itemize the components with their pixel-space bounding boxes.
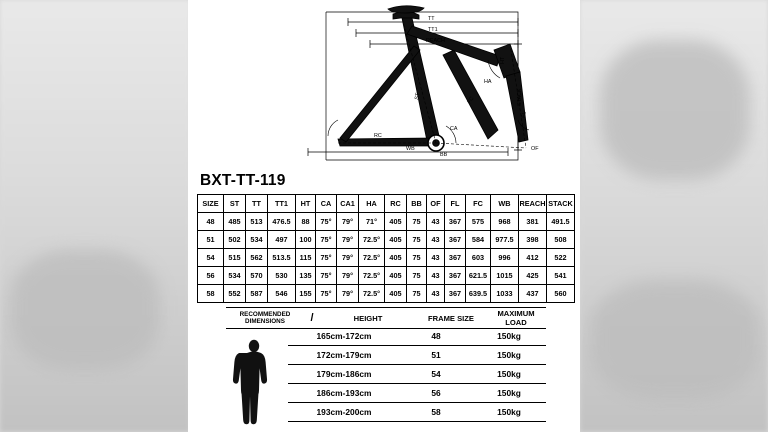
geo-cell-st: 515 [224, 249, 246, 267]
background-blob-1 [10, 250, 160, 370]
geo-cell-st: 485 [224, 213, 246, 231]
st-label: ST [414, 92, 422, 101]
geo-cell-stack: 541 [547, 267, 575, 285]
geo-cell-reach: 437 [519, 285, 547, 303]
geo-cell-st: 552 [224, 285, 246, 303]
geo-col-tt: TT [246, 195, 268, 213]
rec-height-value: 186cm-193cm [316, 388, 372, 398]
rec-max-load-value: 150kg [497, 407, 521, 417]
geo-cell-fc: 621.5 [466, 267, 491, 285]
geo-cell-ht: 88 [296, 213, 316, 231]
rec-col-maximum-load: MAXIMUM LOAD [497, 309, 535, 327]
geo-cell-of: 43 [427, 213, 445, 231]
table-row [198, 213, 575, 231]
wb-label: WB [406, 146, 415, 152]
bb-label: BB [440, 152, 448, 158]
geo-cell-ca1: 79° [337, 285, 359, 303]
geo-cell-fl: 367 [445, 249, 466, 267]
geo-cell-fc: 639.5 [466, 285, 491, 303]
geo-col-stack: STACK [547, 195, 575, 213]
geo-cell-tt1: 497 [268, 231, 296, 249]
geo-cell-stack: 522 [547, 249, 575, 267]
geo-cell-fl: 367 [445, 231, 466, 249]
of-label: OF [531, 146, 539, 152]
geo-cell-stack: 508 [547, 231, 575, 249]
geo-cell-size: 51 [198, 231, 224, 249]
list-item [288, 327, 546, 345]
geo-cell-fl: 367 [445, 213, 466, 231]
rec-title-line1: RECOMMENDED [239, 310, 291, 318]
geo-col-bb: BB [407, 195, 427, 213]
geo-cell-reach: 381 [519, 213, 547, 231]
geo-cell-st: 534 [224, 267, 246, 285]
geo-col-st: ST [224, 195, 246, 213]
rec-separator-slash: / [310, 312, 314, 324]
rec-col-frame-size: FRAME SIZE [428, 313, 474, 323]
geo-cell-ha: 71° [359, 213, 385, 231]
rider-silhouette-icon [232, 339, 276, 429]
geo-cell-fl: 367 [445, 285, 466, 303]
ht-label: HT [500, 56, 506, 64]
rec-max-load-value: 150kg [497, 369, 521, 379]
geo-cell-ht: 135 [296, 267, 316, 285]
geo-cell-reach: 425 [519, 267, 547, 285]
bike-frame-technical-drawing [188, 0, 580, 172]
geo-col-ca: CA [316, 195, 337, 213]
recommended-dimensions-title [226, 311, 304, 325]
fl-label: FL [521, 111, 528, 119]
geo-col-fl: FL [445, 195, 466, 213]
geo-col-wb: WB [491, 195, 519, 213]
rec-frame-size-value: 54 [431, 369, 441, 379]
geo-cell-size: 48 [198, 213, 224, 231]
geo-cell-ca1: 79° [337, 249, 359, 267]
rc-label: RC [374, 133, 382, 139]
geo-cell-tt: 534 [246, 231, 268, 249]
geo-cell-size: 54 [198, 249, 224, 267]
page-title: BXT-TT-119 [200, 172, 286, 189]
background-blob-2 [600, 40, 750, 180]
geo-cell-fl: 367 [445, 267, 466, 285]
rec-frame-size-value: 48 [431, 331, 441, 341]
geo-cell-tt1: 546 [268, 285, 296, 303]
rec-frame-size-value: 56 [431, 388, 441, 398]
geo-cell-ht: 100 [296, 231, 316, 249]
table-row [198, 231, 575, 249]
geo-cell-wb: 1015 [491, 267, 519, 285]
geo-col-of: OF [427, 195, 445, 213]
geometry-table [197, 194, 571, 303]
rec-height-value: 193cm-200cm [316, 407, 372, 417]
geo-cell-of: 43 [427, 267, 445, 285]
geo-cell-tt: 562 [246, 249, 268, 267]
rec-height-value: 179cm-186cm [316, 369, 372, 379]
geo-cell-ca1: 79° [337, 213, 359, 231]
geo-cell-tt1: 476.5 [268, 213, 296, 231]
geo-cell-wb: 1033 [491, 285, 519, 303]
geo-cell-ht: 115 [296, 249, 316, 267]
spec-sheet [188, 0, 580, 432]
rec-max-load-value: 150kg [497, 388, 521, 398]
tt1-label: TT1 [428, 27, 438, 33]
rec-frame-size-value: 51 [431, 350, 441, 360]
geo-cell-tt1: 513.5 [268, 249, 296, 267]
geo-cell-ca: 75° [316, 213, 337, 231]
rec-height-value: 165cm-172cm [316, 331, 372, 341]
geo-cell-fc: 584 [466, 231, 491, 249]
rec-max-load-value: 150kg [497, 350, 521, 360]
table-row [198, 249, 575, 267]
geo-cell-bb: 75 [407, 213, 427, 231]
ca-label: CA [450, 126, 458, 132]
table-header-row [198, 195, 575, 213]
geo-col-rc: RC [385, 195, 407, 213]
geo-cell-of: 43 [427, 249, 445, 267]
geo-cell-ca1: 79° [337, 267, 359, 285]
geo-cell-fc: 575 [466, 213, 491, 231]
row-divider [288, 421, 546, 422]
geo-cell-ha: 72.5° [359, 249, 385, 267]
geo-cell-tt: 587 [246, 285, 268, 303]
list-item [288, 365, 546, 383]
geo-cell-ca1: 79° [337, 231, 359, 249]
geo-cell-rc: 405 [385, 249, 407, 267]
recommended-dimensions-section [226, 307, 546, 429]
geo-cell-ha: 72.5° [359, 231, 385, 249]
rec-max-load-value: 150kg [497, 331, 521, 341]
rec-title-line2: DIMENSIONS [245, 318, 285, 325]
geo-cell-size: 56 [198, 267, 224, 285]
geo-cell-fc: 603 [466, 249, 491, 267]
geo-cell-rc: 405 [385, 285, 407, 303]
geo-cell-stack: 491.5 [547, 213, 575, 231]
geo-cell-bb: 75 [407, 267, 427, 285]
geo-cell-bb: 75 [407, 285, 427, 303]
geo-cell-ha: 72.5° [359, 267, 385, 285]
geo-cell-ht: 155 [296, 285, 316, 303]
geo-cell-rc: 405 [385, 213, 407, 231]
geo-cell-tt1: 530 [268, 267, 296, 285]
geo-cell-rc: 405 [385, 267, 407, 285]
list-item [288, 403, 546, 421]
geo-col-size: SIZE [198, 195, 224, 213]
geo-cell-stack: 560 [547, 285, 575, 303]
reach-label: REACH [426, 38, 445, 44]
geo-cell-st: 502 [224, 231, 246, 249]
geo-cell-wb: 968 [491, 213, 519, 231]
fc-label: FC [466, 95, 476, 106]
geo-cell-reach: 398 [519, 231, 547, 249]
geo-col-ha: HA [359, 195, 385, 213]
geo-cell-ha: 72.5° [359, 285, 385, 303]
geo-cell-wb: 977.5 [491, 231, 519, 249]
geo-col-tt1: TT1 [268, 195, 296, 213]
geo-cell-tt: 570 [246, 267, 268, 285]
geo-cell-bb: 75 [407, 249, 427, 267]
geo-cell-wb: 996 [491, 249, 519, 267]
background-blob-3 [590, 280, 760, 400]
geo-col-reach: REACH [519, 195, 547, 213]
geo-cell-reach: 412 [519, 249, 547, 267]
geo-cell-bb: 75 [407, 231, 427, 249]
table-row [198, 267, 575, 285]
table-row [198, 285, 575, 303]
stack-label: STACK [517, 88, 523, 106]
geo-cell-ca: 75° [316, 249, 337, 267]
geo-cell-rc: 405 [385, 231, 407, 249]
rec-frame-size-value: 58 [431, 407, 441, 417]
geo-col-ca1: CA1 [337, 195, 359, 213]
geo-cell-ca: 75° [316, 267, 337, 285]
geo-cell-ca: 75° [316, 285, 337, 303]
rec-col-height: HEIGHT [353, 313, 383, 323]
list-item [288, 346, 546, 364]
geo-cell-tt: 513 [246, 213, 268, 231]
geo-col-fc: FC [466, 195, 491, 213]
geo-cell-size: 58 [198, 285, 224, 303]
tt-label: TT [428, 16, 435, 22]
geo-cell-of: 43 [427, 231, 445, 249]
geo-cell-of: 43 [427, 285, 445, 303]
recommended-dimensions-body [226, 327, 546, 429]
ha-label: HA [484, 79, 492, 85]
geo-cell-ca: 75° [316, 231, 337, 249]
rec-height-value: 172cm-179cm [316, 350, 372, 360]
list-item [288, 384, 546, 402]
recommended-dimensions-header [226, 307, 546, 329]
geo-col-ht: HT [296, 195, 316, 213]
